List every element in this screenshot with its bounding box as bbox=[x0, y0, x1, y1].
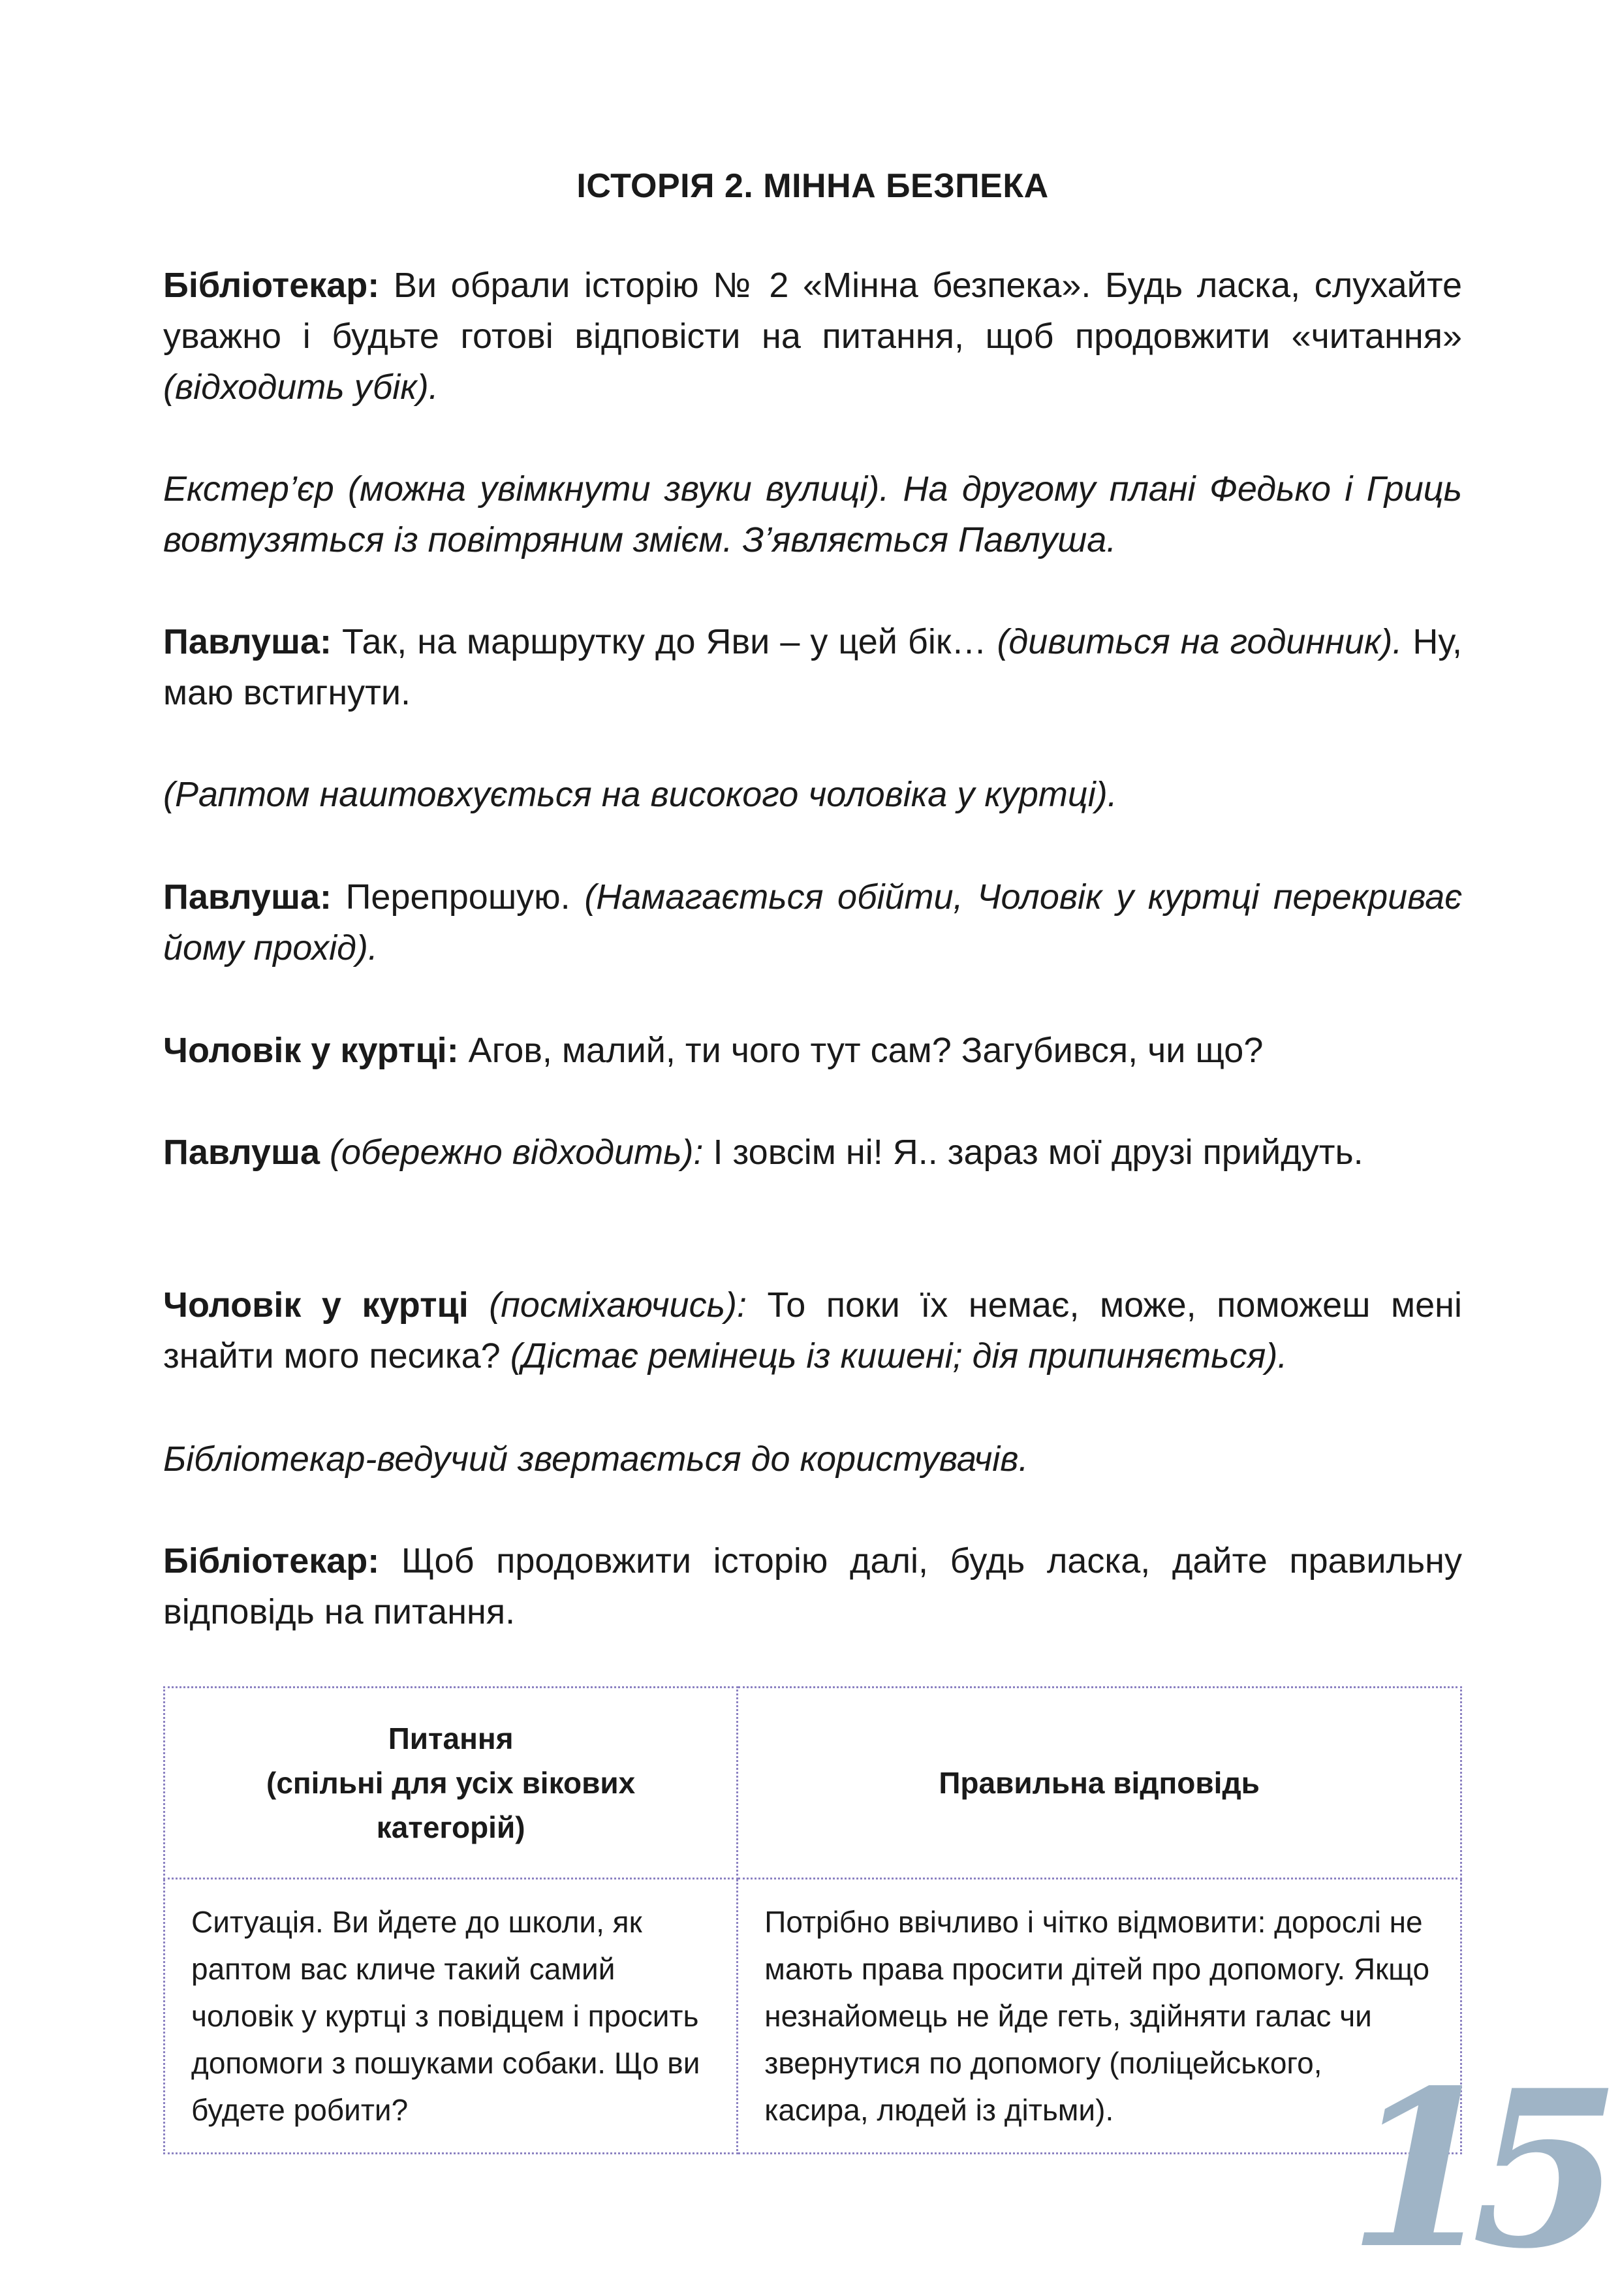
question-cell: Ситуація. Ви йдете до школи, як раптом вас кличе такий самий чоловік у куртці з повідцем і просить допомоги з пошуками собаки. Що ви будете робити? bbox=[164, 1879, 738, 2154]
paragraph-man-1 bbox=[163, 1025, 1462, 1076]
paragraph-librarian-question bbox=[163, 1535, 1462, 1637]
dialogue-text: То поки їх немає, може, поможеш мені знайти мого песика? bbox=[163, 1285, 1462, 1376]
paragraph-man-2 bbox=[163, 1280, 1462, 1381]
dialogue-text: Так, на маршрутку до Яви – у цей бік… bbox=[331, 622, 997, 661]
page-number: 15 bbox=[1347, 2043, 1595, 2296]
dialogue-text: Ви обрали історію № 2 «Мінна безпека». Будь ласка, слухайте уважно і будьте готові відповісти на питання, щоб продовжити «читання» bbox=[163, 266, 1462, 356]
header-answer-cell: Правильна відповідь bbox=[738, 1688, 1461, 1879]
speaker-label: Бібліотекар: bbox=[163, 266, 380, 305]
dialogue-text: Агов, малий, ти чого тут сам? Загубився, чи що? bbox=[458, 1031, 1264, 1070]
table-row bbox=[164, 1879, 1461, 2154]
speaker-label: Чоловік у куртці: bbox=[163, 1031, 459, 1070]
speaker-label: Павлуша: bbox=[163, 877, 332, 917]
stage-direction: (посміхаючись): bbox=[468, 1285, 747, 1325]
table-header-row bbox=[164, 1688, 1461, 1879]
dialogue-text: І зовсім ні! Я.. зараз мої друзі прийдуть. bbox=[703, 1133, 1363, 1172]
dialogue-text: Перепрошую. bbox=[331, 877, 585, 917]
dialogue-text: Ну, маю встигнути. bbox=[163, 622, 1462, 712]
stage-direction: (обережно відходить): bbox=[320, 1133, 704, 1172]
stage-direction: (дивиться на годинник). bbox=[997, 622, 1403, 661]
paragraph-pavlusha-3 bbox=[163, 1127, 1462, 1178]
answer-cell: Потрібно ввічливо і чітко відмовити: дорослі не мають права просити дітей про допомогу. Якщо незнайомець не йде геть, здійняти галас чи звернутися по допомогу (поліцейського, касира, людей із дітьми). bbox=[738, 1879, 1461, 2154]
paragraph-host-note: Бібліотекар-ведучий звертається до користувачів. bbox=[163, 1439, 1029, 1479]
header-question-subtitle: (спільні для усіх вікових категорій) bbox=[266, 1766, 636, 1844]
stage-direction: (Намагається обійти, Чоловік у куртці перекриває йому прохід). bbox=[163, 877, 1462, 967]
paragraph-pavlusha-2 bbox=[163, 872, 1462, 973]
paragraph-stage-direction: (Раптом наштовхується на високого чоловіка у куртці). bbox=[163, 775, 1117, 814]
header-question-cell bbox=[164, 1688, 738, 1879]
qa-table bbox=[163, 1686, 1462, 2154]
header-question-title: Питання bbox=[388, 1722, 514, 1755]
paragraph-librarian-intro bbox=[163, 260, 1462, 413]
stage-direction: (Дістає ремінець із кишені; дія припиняється). bbox=[510, 1336, 1288, 1376]
speaker-label: Павлуша: bbox=[163, 622, 332, 661]
story-title: ІСТОРІЯ 2. МІННА БЕЗПЕКА bbox=[576, 167, 1049, 205]
speaker-label: Павлуша bbox=[163, 1133, 320, 1172]
speaker-label: Чоловік у куртці bbox=[163, 1285, 469, 1325]
dialogue-text: Щоб продовжити історію далі, будь ласка, дайте правильну відповідь на питання. bbox=[163, 1541, 1462, 1631]
speaker-label: Бібліотекар: bbox=[163, 1541, 380, 1580]
paragraph-pavlusha-1 bbox=[163, 616, 1462, 718]
paragraph-scene-description: Екстер’єр (можна увімкнути звуки вулиці). На другому плані Федько і Гриць вовтузяться із повітряним змієм. З’являється Павлуша. bbox=[163, 469, 1462, 559]
stage-direction: (відходить убік). bbox=[163, 368, 439, 407]
